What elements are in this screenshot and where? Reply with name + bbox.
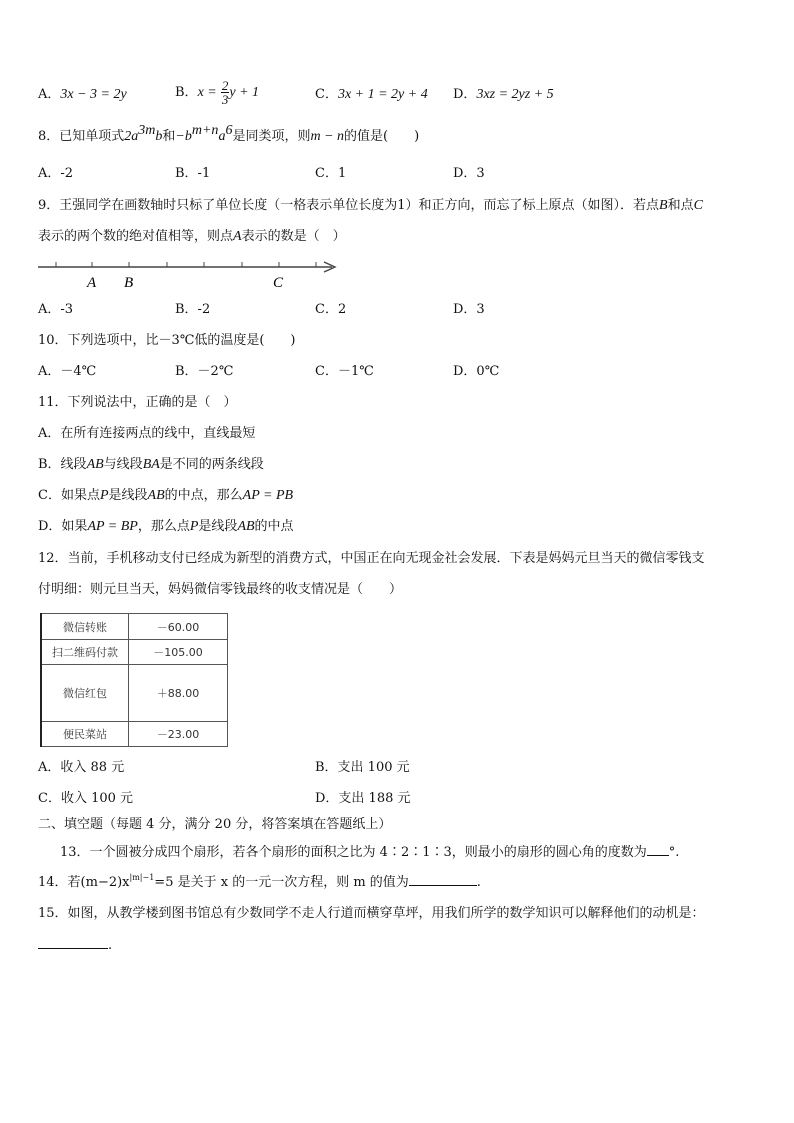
q9-point-b: B (659, 198, 668, 213)
q11-c-eq: AP = PB (242, 488, 294, 503)
q9-line2-end: 表示的数是（ ） (241, 229, 346, 244)
q12-option-c: C．收入 100 元 (38, 791, 134, 806)
q13-answer-blank[interactable] (647, 843, 669, 856)
q11-d-text3: 是线段 (198, 519, 238, 534)
q8-option-d: D．3 (453, 166, 485, 181)
q8-term1-exp: 3m (138, 123, 156, 138)
q11-d-eq: AP = BP (87, 519, 138, 534)
q8-option-c: C．1 (315, 166, 347, 181)
q9-line1-text: 9．王强同学在画数轴时只标了单位长度（一格表示单位长度为1）和正方向，而忘了标上原点（如图）．若点 (38, 198, 660, 213)
table-row (41, 665, 228, 722)
q11-d-ab: AB (237, 519, 255, 534)
ledger-item: 微信红包 (41, 665, 129, 722)
q12-stem-line2: 付明细：则元旦当天，妈妈微信零钱最终的收支情况是（ ） (38, 582, 403, 597)
q8-option-b: B．-1 (175, 166, 211, 181)
q7-option-b-lhs: x = (197, 85, 217, 100)
q9-and: 和点 (667, 198, 694, 213)
q11-c-ab: AB (147, 488, 165, 503)
q12-option-d: D．支出 188 元 (315, 791, 411, 806)
q15-stem: 15．如图，从教学楼到图书馆总有少数同学不走人行道而横穿草坪，用我们所学的数学知识可以解释他们的动机是： (38, 906, 705, 921)
q11-c-text1: C．如果点 (38, 488, 100, 503)
q13-text: 13．一个圆被分成四个扇形，若各个扇形的面积之比为 4∶2∶1∶3，则最小的扇形的圆心角的度数为 (60, 845, 647, 860)
number-line-figure (36, 255, 346, 293)
q7-options (38, 86, 127, 104)
ledger-amount: －60.00 (129, 614, 228, 640)
q7-option-d-expr: 3xz = 2yz + 5 (476, 87, 554, 102)
q11-option-a: A．在所有连接两点的线中，直线最短 (38, 426, 256, 441)
q8-stem (38, 123, 420, 146)
q11-b-ba: BA (142, 457, 160, 472)
q7-option-d-label: D． (453, 87, 477, 102)
q9-line2-text: 表示的两个数的绝对值相等，则点 (38, 229, 234, 244)
q12-stem-line1: 12．当前，手机移动支付已经成为新型的消费方式，中国正在向无现金社会发展．下表是妈妈元旦当天的微信零钱支 (38, 551, 705, 566)
q11-option-d (38, 518, 294, 536)
q8-suffix2: 的值是( ) (344, 129, 420, 144)
q11-b-ab: AB (86, 457, 104, 472)
q7-option-b (175, 78, 259, 108)
ledger-item: 便民菜站 (41, 722, 129, 747)
q9-stem-line1 (38, 197, 703, 215)
q7-option-b-label: B． (175, 85, 198, 100)
q11-option-c (38, 487, 293, 505)
q13-stem (60, 843, 679, 862)
q9-point-c: C (693, 198, 703, 213)
ledger-amount: －23.00 (129, 722, 228, 747)
q8-prefix: 8．已知单项式 (38, 129, 125, 144)
q7-option-c (315, 86, 428, 104)
q7-fraction-num: 2 (221, 78, 229, 93)
q8-term2-base: −b (175, 129, 192, 144)
q9-option-c: C．2 (315, 302, 347, 317)
q15-end: . (108, 938, 113, 953)
q14-end: . (476, 875, 481, 890)
q11-b-text2: 与线段 (103, 457, 143, 472)
q14-answer-blank[interactable] (409, 873, 477, 886)
number-line-ticks (56, 262, 316, 267)
q8-option-a: A．-2 (38, 166, 74, 181)
table-row (41, 640, 228, 665)
axis-label-b: B (124, 275, 134, 291)
q9-option-a: A．-3 (38, 302, 74, 317)
table-row (41, 722, 228, 747)
ledger-item: 微信转账 (41, 614, 129, 640)
q13-end: °. (668, 845, 680, 860)
q7-option-c-expr: 3x + 1 = 2y + 4 (337, 87, 428, 102)
table-row (41, 614, 228, 640)
q7-option-d (453, 86, 554, 104)
q8-term2-exp: m+n (191, 123, 219, 138)
q7-option-c-label: C． (315, 87, 338, 102)
q11-option-b (38, 456, 264, 474)
q12-option-b: B．支出 100 元 (315, 760, 410, 775)
q15-answer-line (38, 936, 112, 955)
q11-c-p: P (99, 488, 109, 503)
ledger-amount: ＋88.00 (129, 665, 228, 722)
q10-option-d: D．0℃ (453, 364, 500, 379)
q11-d-text4: 的中点 (254, 519, 294, 534)
q9-point-a: A (233, 229, 242, 244)
q8-suffix1: 是同类项，则 (232, 129, 311, 144)
q11-d-text2: ，那么点 (137, 519, 190, 534)
q11-c-text2: 是线段 (108, 488, 148, 503)
q14-stem (38, 873, 481, 892)
section2-title: 二、填空题（每题 4 分，满分 20 分，将答案填在答题纸上） (38, 817, 392, 832)
q8-and: 和 (162, 129, 176, 144)
q14-exponent: |m|−1 (129, 873, 155, 882)
q11-c-text3: 的中点，那么 (164, 488, 243, 503)
q7-fraction-den: 3 (221, 92, 229, 107)
q7-option-b-rest: y + 1 (229, 85, 260, 100)
ledger-item: 扫二维码付款 (41, 640, 129, 665)
q10-option-b: B．－2℃ (175, 364, 234, 379)
axis-label-a: A (87, 275, 97, 291)
q15-answer-blank[interactable] (38, 936, 108, 949)
q11-b-text1: B．线段 (38, 457, 87, 472)
q12-option-a: A．收入 88 元 (38, 760, 125, 775)
q8-term2-a: a (218, 129, 226, 144)
axis-label-c: C (273, 275, 284, 291)
wechat-ledger-table (40, 613, 228, 747)
q8-term1-tail: b (155, 129, 163, 144)
q14-text2: =5 是关于 x 的一元一次方程，则 m 的值为 (154, 875, 409, 890)
q8-expr: m − n (310, 129, 345, 144)
q7-option-a-label: A． (38, 87, 61, 102)
q11-d-p: P (189, 519, 199, 534)
q10-stem: 10．下列选项中，比－3℃低的温度是( ) (38, 333, 296, 348)
q11-stem: 11．下列说法中，正确的是（ ） (38, 395, 237, 410)
q10-option-a: A．－4℃ (38, 364, 97, 379)
q14-text1: 14．若(m−2)x (38, 875, 130, 890)
q10-option-c: C．－1℃ (315, 364, 374, 379)
ledger-amount: －105.00 (129, 640, 228, 665)
q9-option-b: B．-2 (175, 302, 211, 317)
q11-b-text3: 是不同的两条线段 (159, 457, 264, 472)
q11-d-text1: D．如果 (38, 519, 88, 534)
q7-option-a-expr: 3x − 3 = 2y (60, 87, 127, 102)
q8-term2-a-exp: 6 (225, 123, 233, 138)
q9-stem-line2 (38, 228, 346, 246)
q8-term1-base: 2a (124, 129, 139, 144)
q9-option-d: D．3 (453, 302, 485, 317)
